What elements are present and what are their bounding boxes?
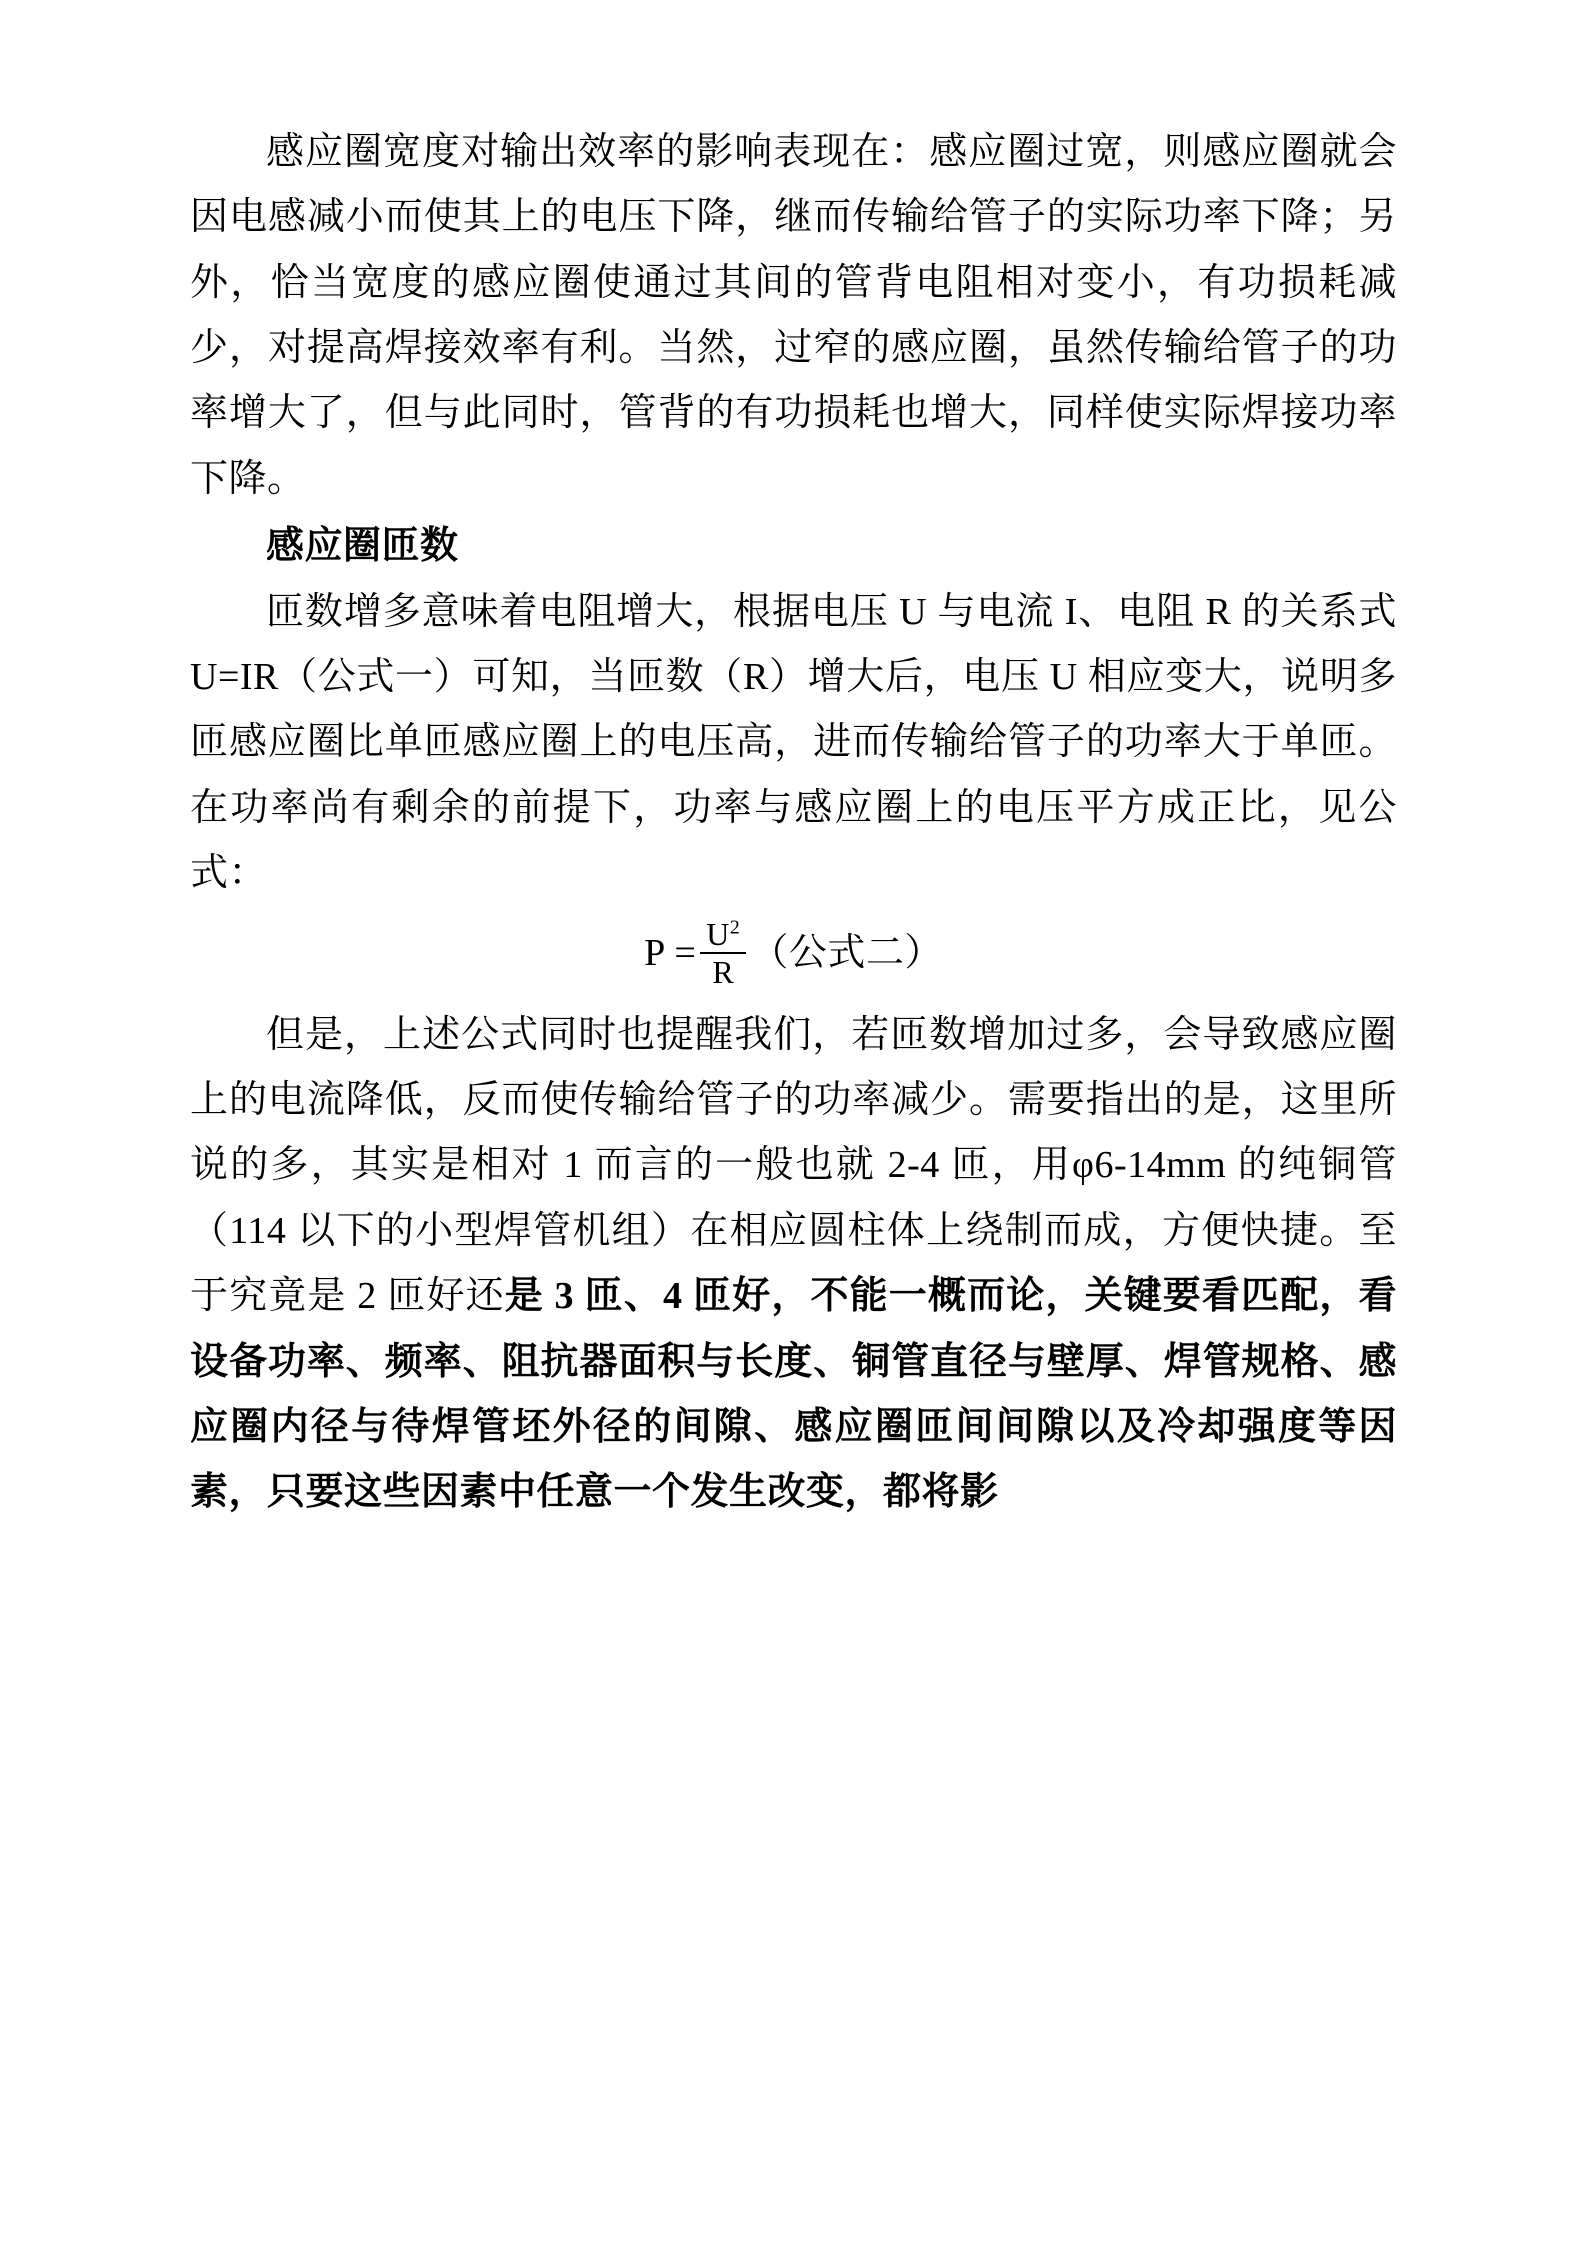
- paragraph-induction-coil-width: 感应圈宽度对输出效率的影响表现在：感应圈过宽，则感应圈就会因电感减小而使其上的电压下降，继而传输给管子的实际功率下降；另外，恰当宽度的感应圈使通过其间的管背电阻相对变小，有功损耗减少，对提高焊接效率有利。当然，过窄的感应圈，虽然传输给管子的功率增大了，但与此同时，管背的有功损耗也增大，同样使实际焊接功率下降。: [190, 131, 1397, 500]
- document-body: [190, 120, 1397, 1526]
- formula-left-hand-side: P =: [644, 932, 697, 975]
- formula-caption: （公式二）: [750, 932, 943, 975]
- paragraph-turns-tradeoff-normal-run: 但是，上述公式同时也提醒我们，若匝数增加过多，会导致感应圈上的电流降低，反而使传输给管子的功率减少。需要指出的是，这里所说的多，其实是相对 1 而言的一般也就 2-4 匝，用φ6-14mm 的纯铜管（114 以下的小型焊管机组）在相应圆柱体上绕制而成，方便快捷。至于究竟是 2 匝好还: [190, 1013, 1397, 1318]
- heading-coil-turns: 感应圈匝数: [266, 525, 459, 568]
- formula-numerator-exponent: 2: [729, 916, 741, 939]
- paragraph-turns-resistance: 匝数增多意味着电阻增大，根据电压 U 与电流 I、电阻 R 的关系式 U=IR（公式一）可知，当匝数（R）增大后，电压 U 相应变大，说明多匝感应圈比单匝感应圈上的电压高，进而传输给管子的功率大于单匝。在功率尚有剩余的前提下，功率与感应圈上的电压平方成正比，见公式：: [190, 590, 1397, 894]
- formula-denominator: R: [700, 952, 746, 991]
- paragraph-turns-tradeoff: [190, 1003, 1397, 1526]
- formula-fraction: [700, 918, 746, 990]
- formula-numerator-base: U: [706, 916, 730, 953]
- formula-numerator: [700, 918, 746, 952]
- formula-power-equation: [190, 916, 1397, 992]
- paragraph-turns-tradeoff-bold-run: 是 3 匝、4 匝好，不能一概而论，关键要看匹配，看设备功率、频率、阻抗器面积与长度、铜管直径与壁厚、焊管规格、感应圈内径与待焊管坯外径的间隙、感应圈匝间间隙以及冷却强度等因素，只要这些因素中任意一个发生改变，都将影: [190, 1275, 1397, 1514]
